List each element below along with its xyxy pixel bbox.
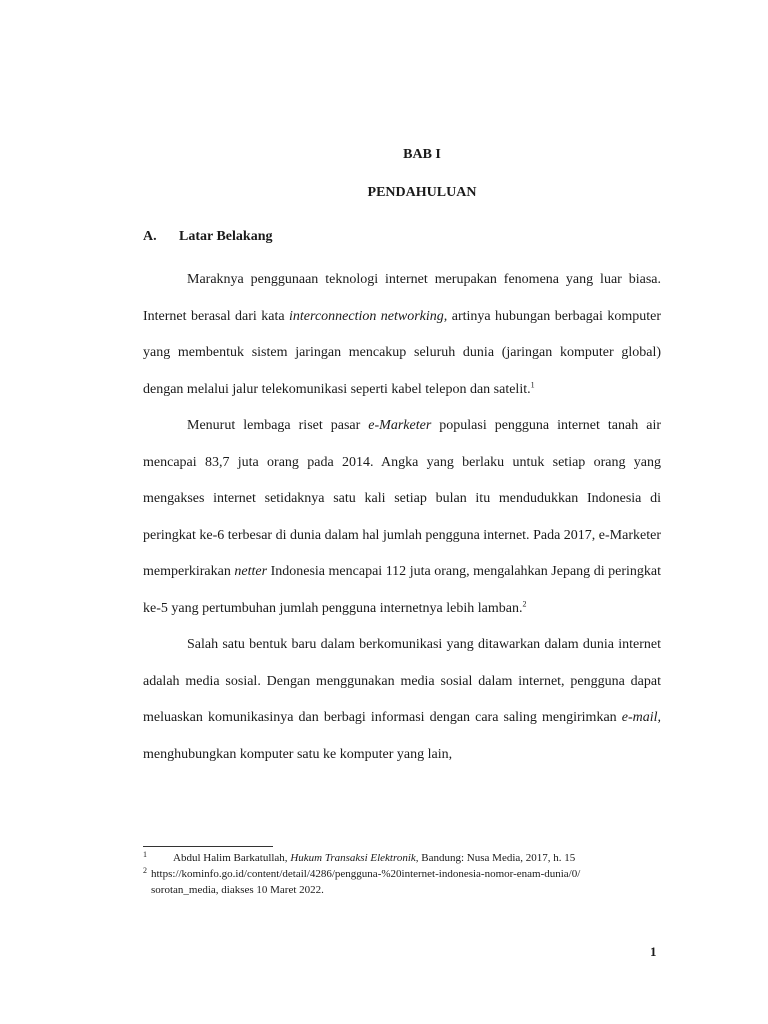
footnote-url: https://kominfo.go.id/content/detail/4286/pengguna-%20internet-indonesia-nomor-enam-dunia/0/ <box>151 868 581 880</box>
footnote-ref: 1 <box>530 379 535 389</box>
footnote-text <box>151 852 575 864</box>
chapter-title: PENDAHULUAN <box>367 185 477 200</box>
italic-title: Hukum Transaksi Elektronik, <box>290 852 419 864</box>
page-number: 1 <box>650 944 657 959</box>
text-run: menghubungkan komputer satu ke komputer yang lain, <box>143 746 453 762</box>
text-run: Menurut lembaga riset pasar <box>187 418 369 433</box>
footnotes <box>143 850 673 898</box>
italic-term: interconnection networking, <box>289 308 448 324</box>
section-title: Latar Belakang <box>179 229 273 244</box>
footnote-ref: 2 <box>522 598 527 608</box>
text-run: artinya hubungan berbagai komputer yang membentuk sistem jaringan mencakup seluruh dunia (jaringan komputer global) dengan melalui jalur telekomunikasi seperti kabel telepon dan satelit. <box>143 308 661 397</box>
footnote-mark: 2 <box>143 866 147 875</box>
text-run: Maraknya penggunaan teknologi internet merupakan fenomena yang luar biasa. Internet berasal dari kata <box>143 272 661 324</box>
footnote-separator <box>143 846 273 847</box>
paragraph-2 <box>143 408 661 627</box>
footnote-2 <box>143 866 673 898</box>
section-heading <box>143 229 272 245</box>
text-run: Indonesia mencapai 112 juta orang, mengalahkan Jepang di peringkat ke-5 yang pertumbuhan jumlah pengguna internetnya lebih lamban. <box>143 564 661 616</box>
footnote-mark: 1 <box>143 850 147 859</box>
text-run: Salah satu bentuk baru dalam berkomunikasi yang ditawarkan dalam dunia internet adalah media sosial. Dengan menggunakan media sosial dalam internet, pengguna dapat meluaskan komunikasinya dan berbagi informasi dengan cara saling mengirimkan <box>143 637 661 725</box>
italic-term: netter <box>234 564 268 579</box>
footnote-1 <box>143 850 673 866</box>
footnote-access-date: sorotan_media, diakses 10 Maret 2022. <box>151 884 324 896</box>
text-run: Abdul Halim Barkatullah, <box>173 852 291 864</box>
chapter-number: BAB I <box>403 147 441 162</box>
body-text <box>143 262 661 773</box>
text-run: populasi pengguna internet tanah air mencapai 83,7 juta orang pada 2014. Angka yang berlaku untuk setiap orang yang mengakses internet setidaknya satu kali setiap bulan itu mendudukkan Indonesia di peringkat ke-6 terbesar di dunia dalam hal jumlah pengguna internet. Pada 2017, e-Marketer memperkirakan <box>143 418 661 579</box>
text-run: Bandung: Nusa Media, 2017, h. 15 <box>418 852 576 864</box>
section-label: A. <box>143 229 157 244</box>
paragraph-3 <box>143 627 661 773</box>
italic-term: e-mail, <box>621 710 661 725</box>
italic-term: e-Marketer <box>368 418 432 433</box>
paragraph-1 <box>143 262 661 408</box>
